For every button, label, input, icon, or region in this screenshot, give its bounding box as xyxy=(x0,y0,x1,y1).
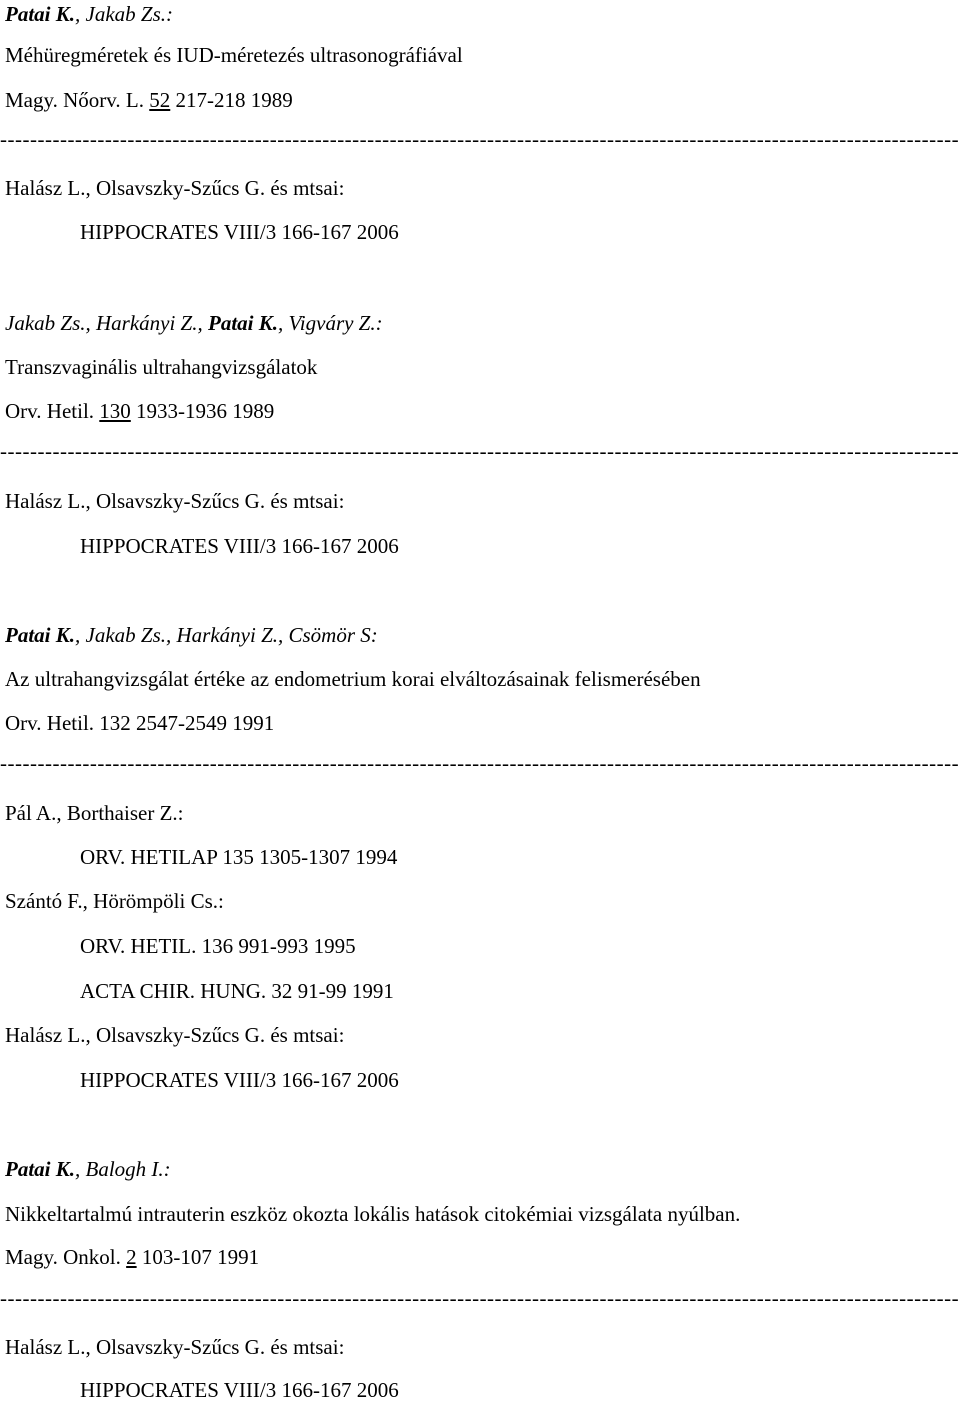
entry-1-authors: Patai K., Jakab Zs.: xyxy=(5,2,174,26)
citation-author: Halász L., Olsavszky-Szűcs G. és mtsai: xyxy=(5,489,345,513)
entry-4-journal: Magy. Onkol. 2 103-107 1991 xyxy=(5,1245,260,1269)
citation-author: Halász L., Olsavszky-Szűcs G. és mtsai: xyxy=(5,176,345,200)
citation-author: Halász L., Olsavszky-Szűcs G. és mtsai: xyxy=(5,1023,345,1047)
separator xyxy=(0,444,958,458)
citation-author-pal: Pál A., Borthaiser Z.: xyxy=(5,801,184,825)
separator xyxy=(0,756,958,770)
entry-2-authors: Jakab Zs., Harkányi Z., Patai K., Vigváry Z.: xyxy=(5,311,383,335)
entry-3-authors: Patai K., Jakab Zs., Harkányi Z., Csömör S: xyxy=(5,623,378,647)
citation-author: Halász L., Olsavszky-Szűcs G. és mtsai: xyxy=(5,1335,345,1359)
entry-2-title: Transzvaginális ultrahangvizsgálatok xyxy=(5,355,318,379)
entry-1-journal: Magy. Nőorv. L. 52 217-218 1989 xyxy=(5,88,293,112)
citation-source: HIPPOCRATES VIII/3 166-167 2006 xyxy=(80,220,399,244)
citation-source: HIPPOCRATES VIII/3 166-167 2006 xyxy=(80,534,399,558)
citation-source-szanto-1: ORV. HETIL. 136 991-993 1995 xyxy=(80,934,356,958)
entry-3-journal: Orv. Hetil. 132 2547-2549 1991 xyxy=(5,711,275,735)
citation-source-pal: ORV. HETILAP 135 1305-1307 1994 xyxy=(80,845,398,869)
entry-4-title: Nikkeltartalmú intrauterin eszköz okozta lokális hatások citokémiai vizsgálata nyúlban. xyxy=(5,1202,741,1226)
citation-source: HIPPOCRATES VIII/3 166-167 2006 xyxy=(80,1378,399,1402)
citation-source-szanto-2: ACTA CHIR. HUNG. 32 91-99 1991 xyxy=(80,979,394,1003)
entry-2-journal: Orv. Hetil. 130 1933-1936 1989 xyxy=(5,399,275,423)
separator xyxy=(0,1291,958,1305)
entry-3-title: Az ultrahangvizsgálat értéke az endometrium korai elváltozásainak felismerésében xyxy=(5,667,701,691)
separator xyxy=(0,132,958,146)
entry-4-authors: Patai K., Balogh I.: xyxy=(5,1157,171,1181)
citation-author-szanto: Szántó F., Hörömpöli Cs.: xyxy=(5,889,224,913)
entry-1-title: Méhüregméretek és IUD-méretezés ultrasonográfiával xyxy=(5,43,463,67)
citation-source: HIPPOCRATES VIII/3 166-167 2006 xyxy=(80,1068,399,1092)
